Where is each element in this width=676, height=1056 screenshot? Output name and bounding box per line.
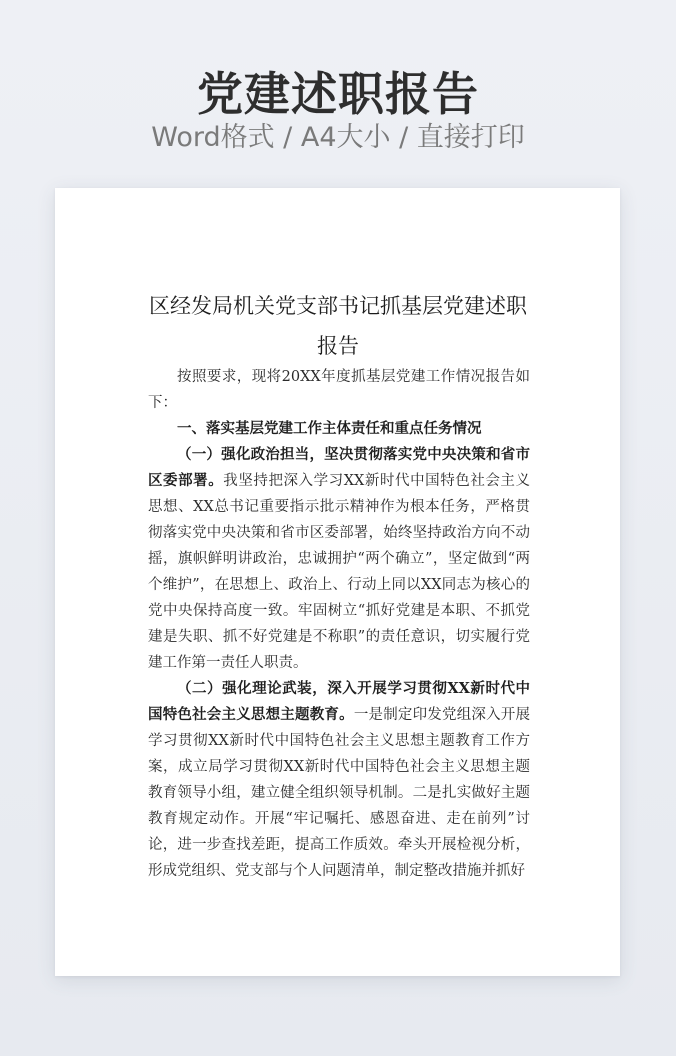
section-1-lead: （一）强化政治担当，坚决贯彻落实党中央决策和省市区委部署。 — [148, 446, 530, 489]
banner-subtitle: Word格式 / A4大小 / 直接打印 — [151, 122, 525, 153]
intro-paragraph: 按照要求，现将20XX年度抓基层党建工作情况报告如下： — [148, 369, 530, 411]
section-paragraph-1 — [148, 442, 530, 676]
document-title: 区经发局机关党支部书记抓基层党建述职报告 — [149, 294, 527, 358]
section-paragraph-2 — [148, 676, 530, 884]
section-1-body: 我坚持把深入学习XX新时代中国特色社会主义思想、XX总书记重要指示批示精神作为根本任务，严格贯彻落实党中央决策和省市区委部署，始终坚持政治方向不动摇，旗帜鲜明讲政治，忠诚拥护“两个确立”，坚定做到“两个维护”，在思想上、政治上、行动上同以XX同志为核心的党中央保持高度一致。牢固树立“抓好党建是本职、不抓党建是失职、抓不好党建是不称职”的责任意识，切实履行党建工作第一责任人职责。 — [148, 473, 530, 671]
banner-title: 党建述职报告 — [197, 67, 479, 121]
section-2-body: 一是制定印发党组深入开展学习贯彻XX新时代中国特色社会主义思想主题教育工作方案，成立局学习贯彻XX新时代中国特色社会主义思想主题教育领导小组，建立健全组织领导机制。二是扎实做好主题教育规定动作。开展“牢记嘱托、感恩奋进、走在前列”讨论，进一步查找差距，提高工作质效。牵头开展检视分析，形成党组织、党支部与个人问题清单，制定整改措施并抓好 — [148, 707, 530, 879]
section-2-lead: （二）强化理论武装，深入开展学习贯彻XX新时代中国特色社会主义思想主题教育。 — [148, 680, 530, 723]
section-heading: 一、落实基层党建工作主体责任和重点任务情况 — [177, 421, 482, 437]
